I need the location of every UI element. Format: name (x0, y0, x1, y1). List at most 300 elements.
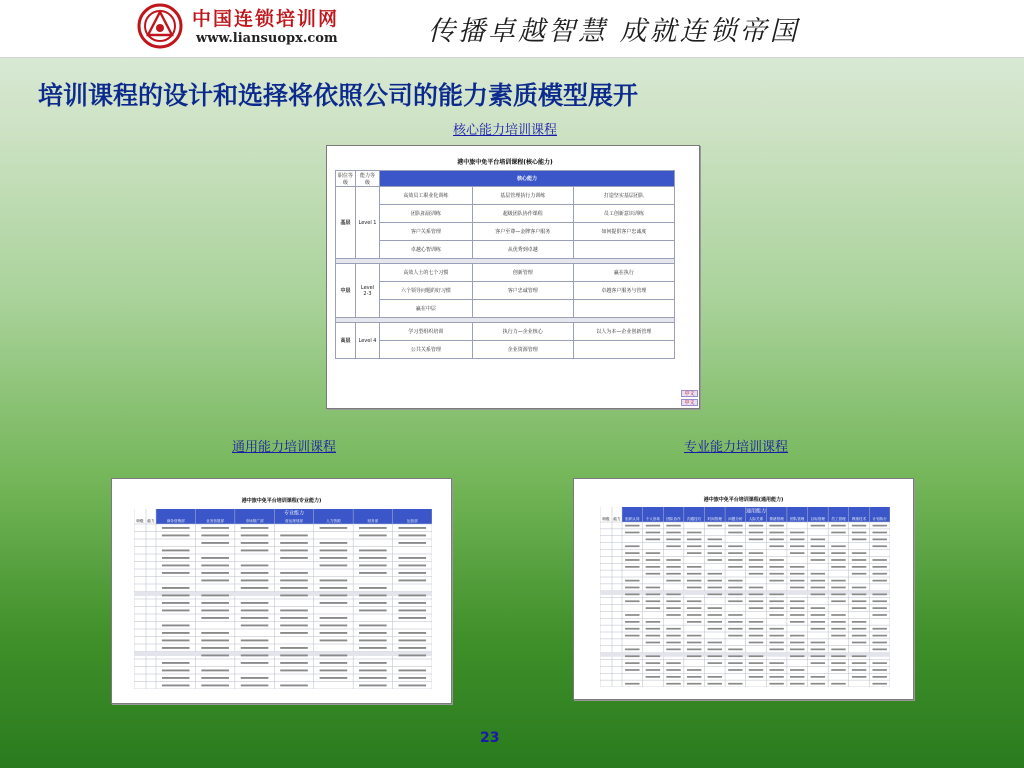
cell-text-placeholder (666, 662, 680, 664)
general-courses-link[interactable]: 通用能力培训课程 (232, 440, 337, 455)
cell-text-placeholder (790, 635, 804, 637)
cell-text-placeholder (811, 683, 825, 685)
cell-text-placeholder (790, 552, 804, 554)
cell-text-placeholder (831, 662, 845, 664)
cell-text-placeholder (769, 600, 783, 602)
cell-text-placeholder (666, 545, 680, 547)
cell-text-placeholder (666, 525, 680, 527)
cell-text-placeholder (872, 635, 886, 637)
cell-text-placeholder (749, 628, 763, 630)
cell-text-placeholder (852, 669, 866, 671)
cell-text-placeholder (811, 621, 825, 623)
cell-text-placeholder (320, 625, 348, 627)
cell-text-placeholder (831, 649, 845, 651)
cell-text-placeholder (625, 580, 639, 582)
cell-text-placeholder (708, 525, 722, 527)
cell-text-placeholder (687, 539, 701, 541)
cell-text-placeholder (241, 602, 269, 604)
cell-text-placeholder (728, 614, 742, 616)
cell-text-placeholder (831, 635, 845, 637)
column-header-label: 营运规划部 (285, 519, 303, 523)
cell-text-placeholder (769, 594, 783, 596)
cell-text-placeholder (359, 527, 387, 529)
side-tab[interactable]: 中文 (681, 399, 698, 406)
core-course-cell: 打造坚实基层团队 (573, 187, 674, 205)
column-header-label: 个人形象 (645, 517, 661, 521)
cell-text-placeholder (852, 676, 866, 678)
cell-text-placeholder (398, 535, 426, 537)
col-header-level: 能力等级 (356, 171, 380, 187)
cell-text-placeholder (708, 545, 722, 547)
cell-text-placeholder (852, 621, 866, 623)
cell-text-placeholder (769, 628, 783, 630)
cell-text-placeholder (749, 559, 763, 561)
cell-text-placeholder (749, 594, 763, 596)
cell-text-placeholder (769, 614, 783, 616)
cell-text-placeholder (625, 525, 639, 527)
cell-text-placeholder (241, 662, 269, 664)
cell-text-placeholder (625, 594, 639, 596)
cell-text-placeholder (749, 532, 763, 534)
cell-text-placeholder (687, 545, 701, 547)
column-header-label: 能力 (147, 519, 155, 523)
cell-text-placeholder (398, 685, 426, 687)
cell-text-placeholder (852, 539, 866, 541)
cell-text-placeholder (320, 542, 348, 544)
cell-text-placeholder (241, 587, 269, 589)
cell-text-placeholder (280, 587, 308, 589)
cell-text-placeholder (646, 642, 660, 644)
cell-text-placeholder (666, 600, 680, 602)
column-header-label: 组织认同 (625, 517, 640, 521)
cell-text-placeholder (708, 642, 722, 644)
cell-text-placeholder (398, 610, 426, 612)
core-course-cell: 基层管理执行力训练 (472, 187, 573, 205)
cell-text-placeholder (359, 557, 387, 559)
cell-text-placeholder (831, 621, 845, 623)
cell-text-placeholder (728, 545, 742, 547)
cell-text-placeholder (241, 542, 269, 544)
cell-text-placeholder (749, 573, 763, 575)
cell-text-placeholder (811, 552, 825, 554)
core-course-cell: 赢在执行 (573, 264, 674, 282)
cell-text-placeholder (625, 552, 639, 554)
cell-text-placeholder (359, 610, 387, 612)
cell-text-placeholder (162, 625, 190, 627)
cell-text-placeholder (728, 594, 742, 596)
cell-text-placeholder (320, 527, 348, 529)
cell-text-placeholder (769, 642, 783, 644)
cell-text-placeholder (320, 557, 348, 559)
cell-text-placeholder (769, 580, 783, 582)
cell-text-placeholder (625, 628, 639, 630)
group-separator (600, 653, 890, 657)
column-header-label: 计划执行 (872, 517, 887, 521)
core-course-cell: 卓越心智训练 (380, 241, 473, 259)
general-capability-table (111, 478, 452, 704)
cell-text-placeholder (708, 580, 722, 582)
cell-text-placeholder (625, 587, 639, 589)
cell-text-placeholder (162, 662, 190, 664)
cell-text-placeholder (359, 565, 387, 567)
cell-text-placeholder (872, 532, 886, 534)
column-header-label: 市场推广部 (245, 519, 264, 523)
column-header-label: 运营部 (406, 519, 418, 523)
cell-text-placeholder (666, 614, 680, 616)
cell-text-placeholder (728, 628, 742, 630)
cell-text-placeholder (687, 552, 701, 554)
cell-text-placeholder (790, 532, 804, 534)
cell-text-placeholder (811, 614, 825, 616)
cell-text-placeholder (359, 625, 387, 627)
cell-text-placeholder (811, 525, 825, 527)
cell-text-placeholder (749, 566, 763, 568)
cell-text-placeholder (872, 607, 886, 609)
cell-text-placeholder (625, 600, 639, 602)
cell-text-placeholder (280, 542, 308, 544)
cell-text-placeholder (398, 580, 426, 582)
cell-text-placeholder (872, 600, 886, 602)
cell-text-placeholder (625, 649, 639, 651)
cell-text-placeholder (749, 642, 763, 644)
cell-text-placeholder (749, 676, 763, 678)
group-separator (600, 591, 890, 595)
cell-text-placeholder (811, 580, 825, 582)
cell-text-placeholder (280, 580, 308, 582)
cell-text-placeholder (852, 566, 866, 568)
cell-text-placeholder (811, 545, 825, 547)
cell-text-placeholder (162, 670, 190, 672)
cell-text-placeholder (201, 655, 229, 657)
cell-text-placeholder (749, 539, 763, 541)
cell-text-placeholder (666, 594, 680, 596)
core-position-cell: 中层 (336, 264, 356, 318)
core-course-cell: 从优秀到卓越 (472, 241, 573, 259)
cell-text-placeholder (831, 587, 845, 589)
cell-text-placeholder (280, 625, 308, 627)
cell-text-placeholder (162, 685, 190, 687)
cell-text-placeholder (666, 635, 680, 637)
cell-text-placeholder (708, 552, 722, 554)
cell-text-placeholder (398, 670, 426, 672)
core-course-cell: 六个领导问题的好习惯 (380, 282, 473, 300)
cell-text-placeholder (398, 617, 426, 619)
cell-text-placeholder (666, 580, 680, 582)
cell-text-placeholder (708, 607, 722, 609)
cell-text-placeholder (728, 662, 742, 664)
cell-text-placeholder (359, 572, 387, 574)
cell-text-placeholder (687, 642, 701, 644)
cell-text-placeholder (708, 649, 722, 651)
cell-text-placeholder (162, 610, 190, 612)
cell-text-placeholder (625, 614, 639, 616)
cell-text-placeholder (646, 587, 660, 589)
cell-text-placeholder (790, 676, 804, 678)
cell-text-placeholder (398, 640, 426, 642)
cell-text-placeholder (831, 655, 845, 657)
cell-text-placeholder (852, 532, 866, 534)
cell-text-placeholder (872, 628, 886, 630)
cell-text-placeholder (687, 614, 701, 616)
cell-text-placeholder (687, 587, 701, 589)
column-header-label: 职级 (602, 517, 610, 521)
cell-text-placeholder (872, 614, 886, 616)
cell-text-placeholder (359, 640, 387, 642)
cell-text-placeholder (872, 525, 886, 527)
column-header-label: 情绪管理 (769, 517, 784, 521)
cell-text-placeholder (646, 532, 660, 534)
cell-text-placeholder (646, 594, 660, 596)
cell-text-placeholder (666, 539, 680, 541)
cell-text-placeholder (852, 655, 866, 657)
cell-text-placeholder (201, 632, 229, 634)
cell-text-placeholder (728, 649, 742, 651)
cell-text-placeholder (769, 532, 783, 534)
cell-text-placeholder (749, 600, 763, 602)
cell-text-placeholder (162, 535, 190, 537)
cell-text-placeholder (769, 573, 783, 575)
cell-text-placeholder (280, 662, 308, 664)
column-header-label: 人际关系 (748, 517, 764, 521)
cell-text-placeholder (241, 527, 269, 529)
cell-text-placeholder (728, 621, 742, 623)
core-course-cell: 客户关系管理 (380, 223, 473, 241)
professional-courses-link[interactable]: 专业能力培训课程 (684, 440, 789, 455)
cell-text-placeholder (811, 594, 825, 596)
cell-text-placeholder (728, 655, 742, 657)
cell-text-placeholder (811, 628, 825, 630)
cell-text-placeholder (162, 602, 190, 604)
cell-text-placeholder (872, 662, 886, 664)
cell-text-placeholder (280, 557, 308, 559)
cell-text-placeholder (646, 621, 660, 623)
cell-text-placeholder (708, 539, 722, 541)
professional-table-title: 港中旅中免平台培训课程(通用能力) (703, 497, 784, 503)
cell-text-placeholder (201, 670, 229, 672)
cell-text-placeholder (320, 550, 348, 552)
cell-text-placeholder (872, 559, 886, 561)
core-course-cell (573, 300, 674, 318)
column-header-label: 财务部 (367, 519, 379, 523)
cell-text-placeholder (666, 642, 680, 644)
cell-text-placeholder (241, 677, 269, 679)
cell-text-placeholder (872, 566, 886, 568)
cell-text-placeholder (811, 607, 825, 609)
column-header-label: 职级 (136, 519, 144, 523)
cell-text-placeholder (359, 685, 387, 687)
cell-text-placeholder (162, 557, 190, 559)
cell-text-placeholder (749, 621, 763, 623)
cell-text-placeholder (646, 600, 660, 602)
cell-text-placeholder (320, 595, 348, 597)
side-tab[interactable]: 中文 (681, 390, 698, 397)
cell-text-placeholder (359, 602, 387, 604)
company-logo-icon (137, 3, 183, 49)
cell-text-placeholder (320, 670, 348, 672)
general-table-title: 港中旅中免平台培训课程(专业能力) (241, 498, 322, 504)
col-header-position: 职位等级 (336, 171, 356, 187)
cell-text-placeholder (201, 677, 229, 679)
cell-text-placeholder (162, 587, 190, 589)
cell-text-placeholder (769, 545, 783, 547)
cell-text-placeholder (687, 683, 701, 685)
core-courses-link[interactable]: 核心能力培训课程 (453, 123, 558, 138)
cell-text-placeholder (241, 610, 269, 612)
column-header-label: 能力 (613, 517, 621, 521)
core-course-cell: 高效员工职业化训练 (380, 187, 473, 205)
cell-text-placeholder (831, 600, 845, 602)
cell-text-placeholder (831, 683, 845, 685)
cell-text-placeholder (625, 545, 639, 547)
cell-text-placeholder (769, 539, 783, 541)
core-table-grid (335, 170, 675, 359)
core-course-cell: 客户忠诚管理 (472, 282, 573, 300)
cell-text-placeholder (241, 572, 269, 574)
cell-text-placeholder (398, 572, 426, 574)
slide-title: 培训课程的设计和选择将依照公司的能力素质模型展开 (38, 81, 639, 110)
cell-text-placeholder (359, 647, 387, 649)
cell-text-placeholder (241, 655, 269, 657)
column-header-label: 时间管理 (707, 517, 722, 521)
cell-text-placeholder (708, 655, 722, 657)
cell-text-placeholder (646, 525, 660, 527)
cell-text-placeholder (790, 621, 804, 623)
cell-text-placeholder (398, 565, 426, 567)
cell-text-placeholder (162, 550, 190, 552)
cell-text-placeholder (872, 573, 886, 575)
header-slogan: 传播卓越智慧 成就连锁帝国 (428, 16, 800, 47)
core-course-cell: 公共关系管理 (380, 341, 473, 359)
cell-text-placeholder (790, 539, 804, 541)
cell-text-placeholder (790, 649, 804, 651)
cell-text-placeholder (162, 640, 190, 642)
cell-text-placeholder (687, 669, 701, 671)
cell-text-placeholder (749, 662, 763, 664)
cell-text-placeholder (708, 662, 722, 664)
cell-text-placeholder (320, 632, 348, 634)
cell-text-placeholder (728, 587, 742, 589)
cell-text-placeholder (790, 587, 804, 589)
cell-text-placeholder (201, 640, 229, 642)
cell-text-placeholder (280, 617, 308, 619)
cell-text-placeholder (749, 655, 763, 657)
cell-text-placeholder (398, 595, 426, 597)
cell-text-placeholder (241, 617, 269, 619)
column-header-label: 员工管理 (831, 517, 846, 521)
cell-text-placeholder (708, 621, 722, 623)
cell-text-placeholder (646, 552, 660, 554)
cell-text-placeholder (666, 559, 680, 561)
column-header-label: 团队协作 (666, 517, 681, 521)
cell-text-placeholder (666, 628, 680, 630)
cell-text-placeholder (749, 669, 763, 671)
cell-text-placeholder (831, 552, 845, 554)
cell-text-placeholder (666, 683, 680, 685)
cell-text-placeholder (708, 676, 722, 678)
cell-text-placeholder (201, 647, 229, 649)
cell-text-placeholder (852, 628, 866, 630)
cell-text-placeholder (646, 628, 660, 630)
cell-text-placeholder (852, 600, 866, 602)
cell-text-placeholder (728, 559, 742, 561)
cell-text-placeholder (872, 539, 886, 541)
column-header-label: 沟通技巧 (686, 517, 702, 521)
professional-table-grid (600, 507, 890, 687)
cell-text-placeholder (708, 559, 722, 561)
cell-text-placeholder (241, 535, 269, 537)
cell-text-placeholder (646, 662, 660, 664)
band-header-label: 专业能力 (283, 510, 305, 517)
cell-text-placeholder (280, 572, 308, 574)
cell-text-placeholder (646, 669, 660, 671)
cell-text-placeholder (666, 607, 680, 609)
cell-text-placeholder (852, 559, 866, 561)
cell-text-placeholder (811, 662, 825, 664)
cell-text-placeholder (320, 602, 348, 604)
cell-text-placeholder (728, 683, 742, 685)
cell-text-placeholder (790, 600, 804, 602)
cell-text-placeholder (687, 566, 701, 568)
cell-text-placeholder (666, 649, 680, 651)
cell-text-placeholder (708, 614, 722, 616)
cell-text-placeholder (811, 539, 825, 541)
cell-text-placeholder (852, 662, 866, 664)
cell-text-placeholder (646, 655, 660, 657)
cell-text-placeholder (749, 525, 763, 527)
column-header-label: 教练技术 (851, 517, 867, 521)
core-band-header: 核心能力 (380, 171, 675, 187)
cell-text-placeholder (320, 565, 348, 567)
cell-text-placeholder (201, 602, 229, 604)
cell-text-placeholder (646, 676, 660, 678)
band-header-label: 通用能力 (745, 508, 767, 515)
cell-text-placeholder (811, 642, 825, 644)
cell-text-placeholder (162, 572, 190, 574)
cell-text-placeholder (769, 607, 783, 609)
cell-text-placeholder (241, 640, 269, 642)
cell-text-placeholder (320, 587, 348, 589)
cell-text-placeholder (728, 566, 742, 568)
cell-text-placeholder (790, 607, 804, 609)
cell-text-placeholder (872, 642, 886, 644)
cell-text-placeholder (162, 647, 190, 649)
cell-text-placeholder (831, 580, 845, 582)
column-header-label: 业务拓展部 (206, 519, 225, 523)
cell-text-placeholder (831, 566, 845, 568)
cell-text-placeholder (790, 655, 804, 657)
cell-text-placeholder (359, 632, 387, 634)
cell-text-placeholder (666, 676, 680, 678)
cell-text-placeholder (728, 532, 742, 534)
cell-text-placeholder (852, 607, 866, 609)
cell-text-placeholder (359, 550, 387, 552)
cell-text-placeholder (625, 559, 639, 561)
cell-text-placeholder (852, 552, 866, 554)
core-course-cell: 以人为本—企业创新管理 (573, 323, 674, 341)
cell-text-placeholder (320, 580, 348, 582)
cell-text-placeholder (872, 594, 886, 596)
core-course-cell (573, 241, 674, 259)
cell-text-placeholder (280, 550, 308, 552)
cell-text-placeholder (790, 614, 804, 616)
core-course-cell: 执行力—企业核心 (472, 323, 573, 341)
cell-text-placeholder (749, 607, 763, 609)
cell-text-placeholder (646, 539, 660, 541)
cell-text-placeholder (359, 595, 387, 597)
cell-text-placeholder (790, 642, 804, 644)
cell-text-placeholder (280, 595, 308, 597)
core-course-cell: 卓越客户服务与管理 (573, 282, 674, 300)
